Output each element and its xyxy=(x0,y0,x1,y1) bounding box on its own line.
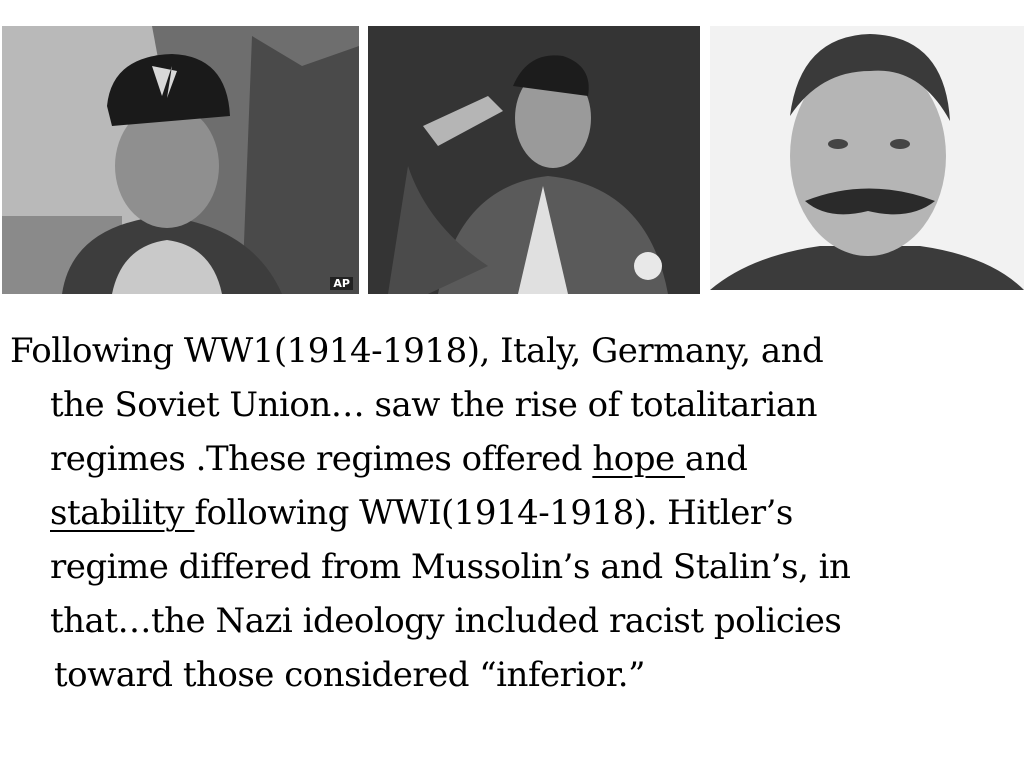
text-line-7: toward those considered “inferior.” xyxy=(54,655,645,695)
text-line-3 xyxy=(10,432,1015,486)
mussolini-photo xyxy=(2,26,359,294)
text-line-3-start: regimes .These regimes offered xyxy=(50,439,593,479)
stalin-photo xyxy=(710,26,1024,290)
slide-body-text xyxy=(10,324,1015,702)
hitler-photo xyxy=(368,26,700,294)
ap-watermark: AP xyxy=(330,277,353,290)
text-line-4 xyxy=(10,486,1015,540)
text-line-1: Following WW1(1914-1918), Italy, Germany, and xyxy=(10,331,824,371)
text-line-2: the Soviet Union… saw the rise of totalitarian xyxy=(50,385,818,425)
text-line-4-end: following WWI(1914-1918). Hitler’s xyxy=(194,493,793,533)
blank-hope: hope xyxy=(592,439,685,479)
blank-stability: stability xyxy=(50,493,195,533)
text-line-3-end: and xyxy=(684,439,748,479)
text-line-5: regime differed from Mussolin’s and Stalin’s, in xyxy=(50,547,851,587)
text-line-6: that…the Nazi ideology included racist policies xyxy=(50,601,842,641)
